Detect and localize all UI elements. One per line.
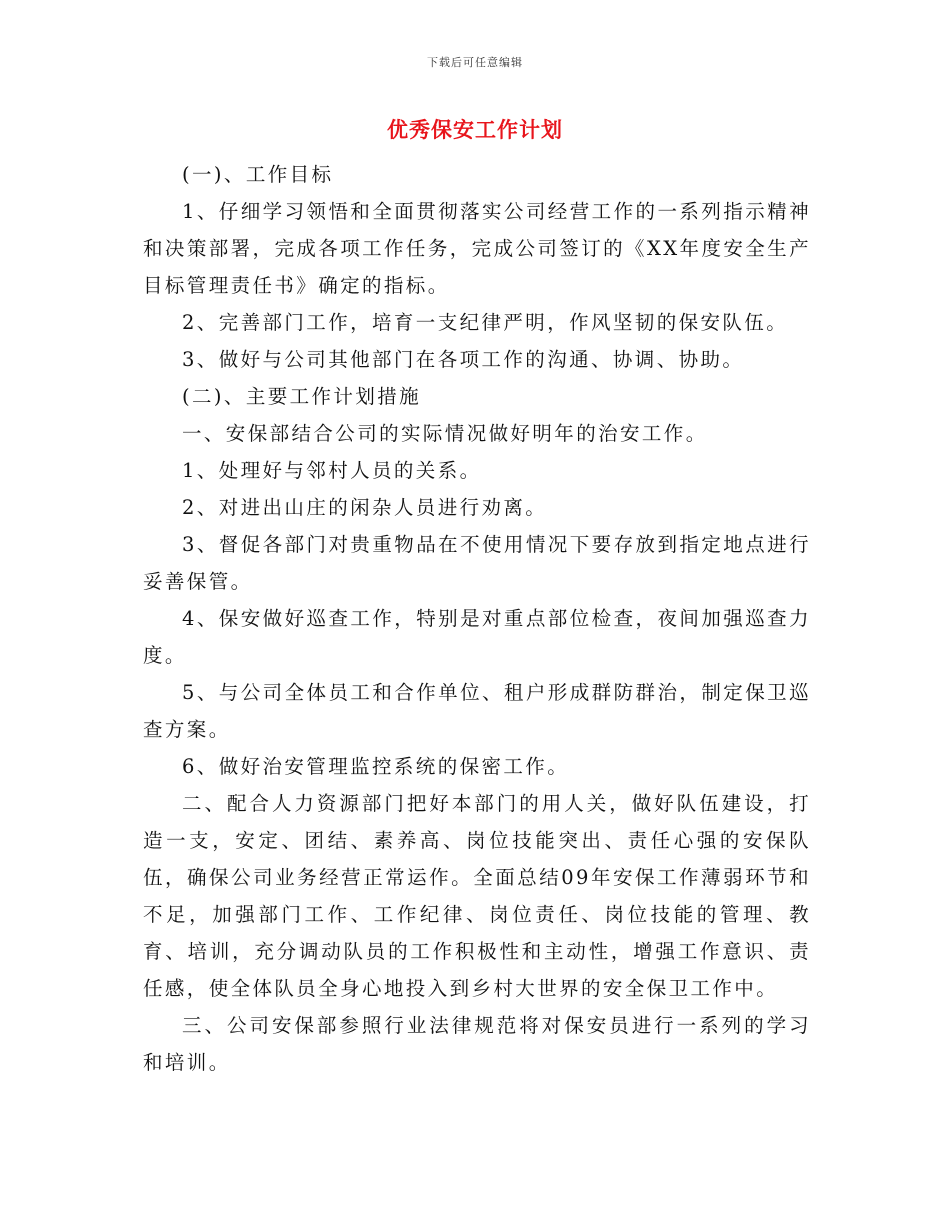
header-note: 下载后可任意编辑	[427, 56, 523, 69]
document-body	[143, 156, 811, 1081]
measure-heading-1: 一、安保部结合公司的实际情况做好明年的治安工作。	[182, 422, 708, 445]
measure-item-5: 5、与公司全体员工和合作单位、租户形成群防群治，制定保卫巡查方案。	[143, 681, 811, 741]
measure-item-6: 6、做好治安管理监控系统的保密工作。	[182, 755, 570, 778]
section-heading-goals: (一)、工作目标	[182, 163, 334, 186]
section-heading-measures: (二)、主要工作计划措施	[182, 385, 422, 408]
measure-item-4: 4、保安做好巡查工作，特别是对重点部位检查，夜间加强巡查力度。	[143, 607, 811, 667]
document-title: 优秀保安工作计划	[387, 117, 563, 142]
goal-item-2: 2、完善部门工作，培育一支纪律严明，作风坚韧的保安队伍。	[182, 311, 789, 334]
measure-item-3: 3、督促各部门对贵重物品在不使用情况下要存放到指定地点进行妥善保管。	[143, 533, 811, 593]
measure-item-2: 2、对进出山庄的闲杂人员进行劝离。	[182, 496, 548, 519]
measure-heading-3: 三、公司安保部参照行业法律规范将对保安员进行一系列的学习和培训。	[143, 1014, 811, 1074]
goal-item-1: 1、仔细学习领悟和全面贯彻落实公司经营工作的一系列指示精神和决策部署，完成各项工作任务，完成公司签订的《XX年度安全生产目标管理责任书》确定的指标。	[143, 200, 811, 297]
measure-heading-2: 二、配合人力资源部门把好本部门的用人关，做好队伍建设，打造一支，安定、团结、素养高、岗位技能突出、责任心强的安保队伍，确保公司业务经营正常运作。全面总结09年安保工作薄弱环节和不足，加强部门工作、工作纪律、岗位责任、岗位技能的管理、教育、培训，充分调动队员的工作积极性和主动性，增强工作意识、责任感，使全体队员全身心地投入到乡村大世界的安全保卫工作中。	[143, 792, 811, 1000]
goal-item-3: 3、做好与公司其他部门在各项工作的沟通、协调、协助。	[182, 348, 745, 371]
measure-item-1: 1、处理好与邻村人员的关系。	[182, 459, 482, 482]
